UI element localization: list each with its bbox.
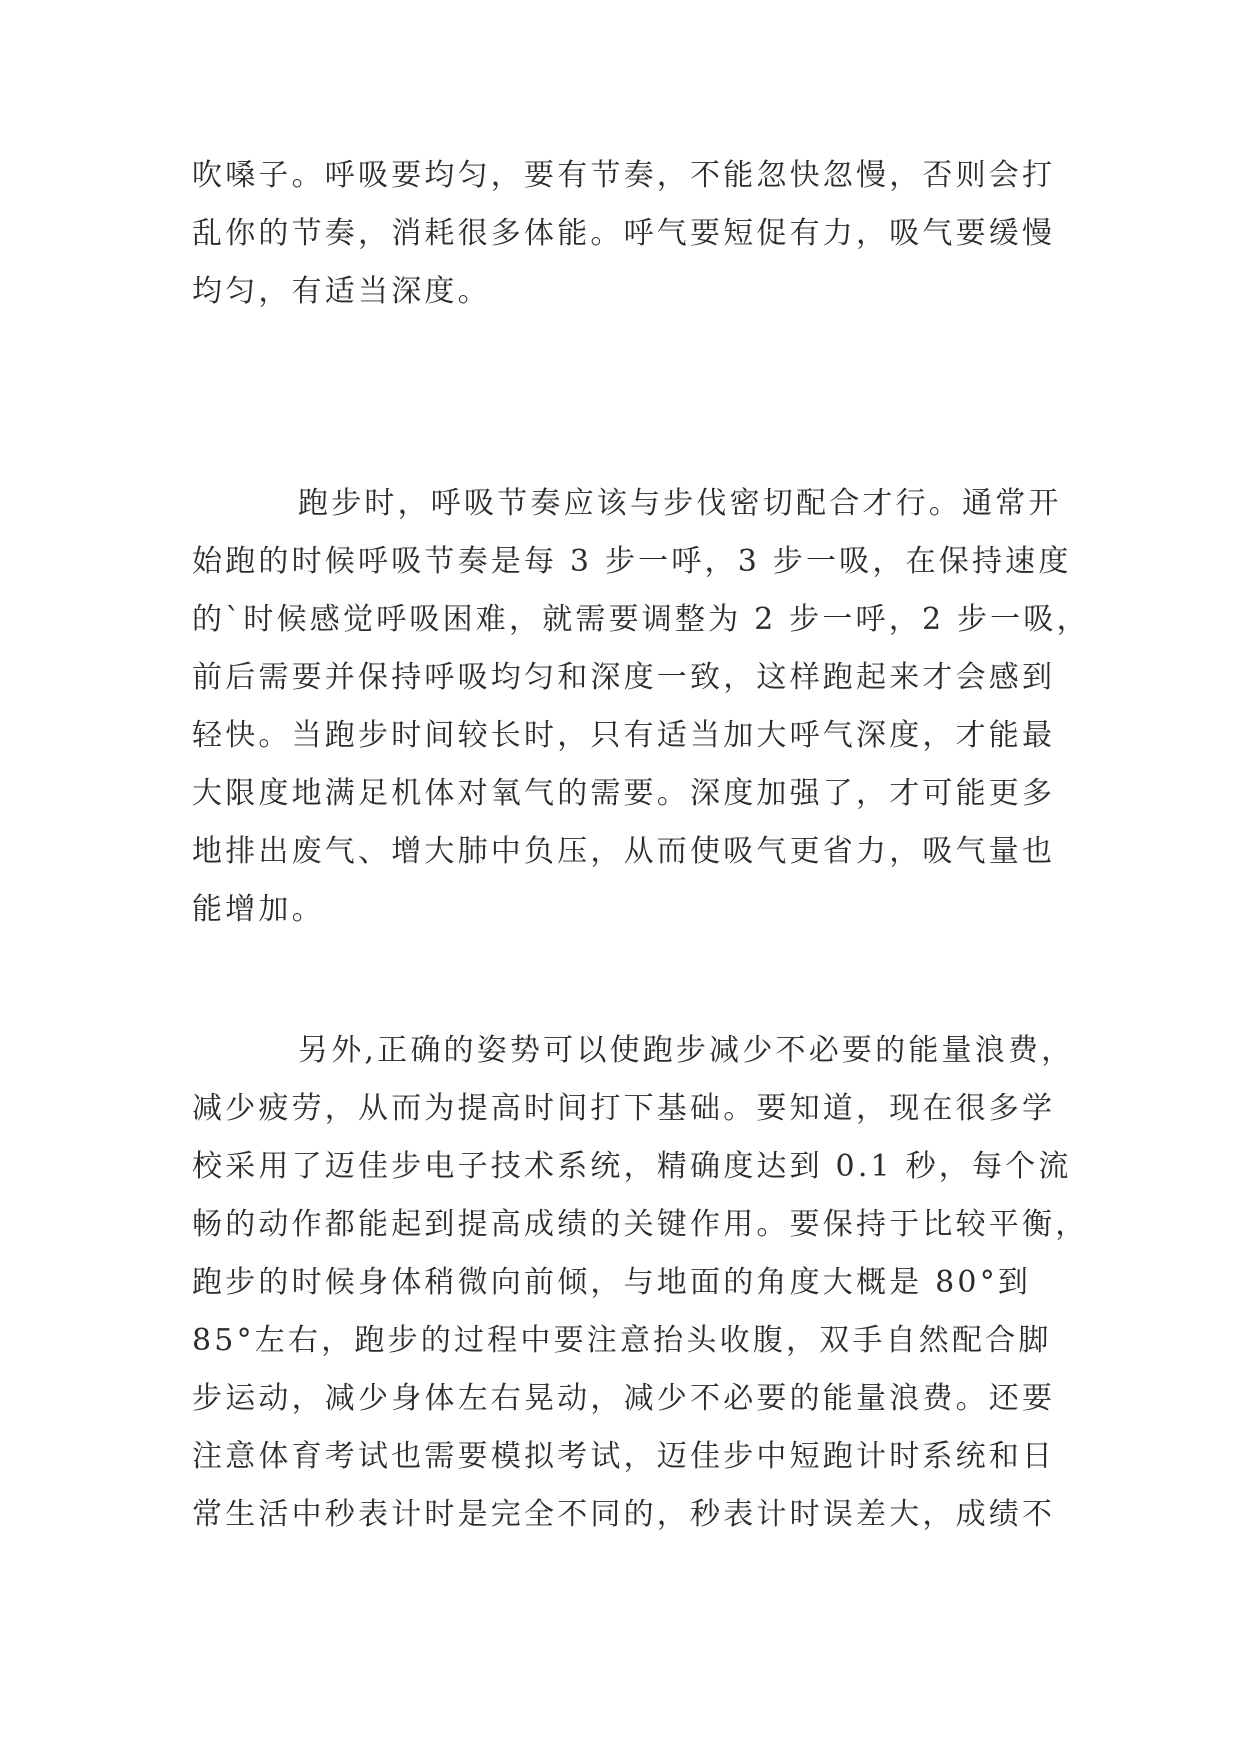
paragraph-line: 畅的动作都能起到提高成绩的关键作用。要保持于比较平衡，: [192, 1207, 1089, 1242]
paragraph-line: 大限度地满足机体对氧气的需要。深度加强了，才可能更多: [192, 776, 1056, 811]
paragraph-line: 跑步时，呼吸节奏应该与步伐密切配合才行。通常开: [298, 486, 1062, 521]
paragraph-line: 能增加。: [192, 892, 325, 927]
paragraph-line: 的`时候感觉呼吸困难，就需要调整为 2 步一呼，2 步一吸，: [192, 602, 1090, 637]
paragraph-line: 减少疲劳，从而为提高时间打下基础。要知道，现在很多学: [192, 1091, 1056, 1126]
paragraph-line: 校采用了迈佳步电子技术系统，精确度达到 0.1 秒，每个流: [192, 1149, 1072, 1184]
paragraph-line: 跑步的时候身体稍微向前倾，与地面的角度大概是 80°到: [192, 1265, 1032, 1300]
paragraph-line: 85°左右，跑步的过程中要注意抬头收腹，双手自然配合脚: [192, 1323, 1052, 1358]
paragraph-line: 始跑的时候呼吸节奏是每 3 步一呼，3 步一吸，在保持速度: [192, 544, 1072, 579]
paragraph-line: 前后需要并保持呼吸均匀和深度一致，这样跑起来才会感到: [192, 660, 1056, 695]
paragraph-line: 常生活中秒表计时是完全不同的，秒表计时误差大，成绩不: [192, 1497, 1056, 1532]
paragraph-line: 注意体育考试也需要模拟考试，迈佳步中短跑计时系统和日: [192, 1439, 1056, 1474]
paragraph-line: 另外,正确的姿势可以使跑步减少不必要的能量浪费，: [298, 1033, 1075, 1068]
paragraph-line: 地排出废气、增大肺中负压，从而使吸气更省力，吸气量也: [192, 834, 1056, 869]
paragraph-line: 轻快。当跑步时间较长时，只有适当加大呼气深度，才能最: [192, 718, 1056, 753]
paragraph-line: 吹嗓子。呼吸要均匀，要有节奏，不能忽快忽慢，否则会打: [192, 158, 1056, 193]
paragraph-line: 均匀，有适当深度。: [192, 274, 491, 309]
paragraph-line: 步运动，减少身体左右晃动，减少不必要的能量浪费。还要: [192, 1381, 1056, 1416]
paragraph-line: 乱你的节奏，消耗很多体能。呼气要短促有力，吸气要缓慢: [192, 216, 1056, 251]
